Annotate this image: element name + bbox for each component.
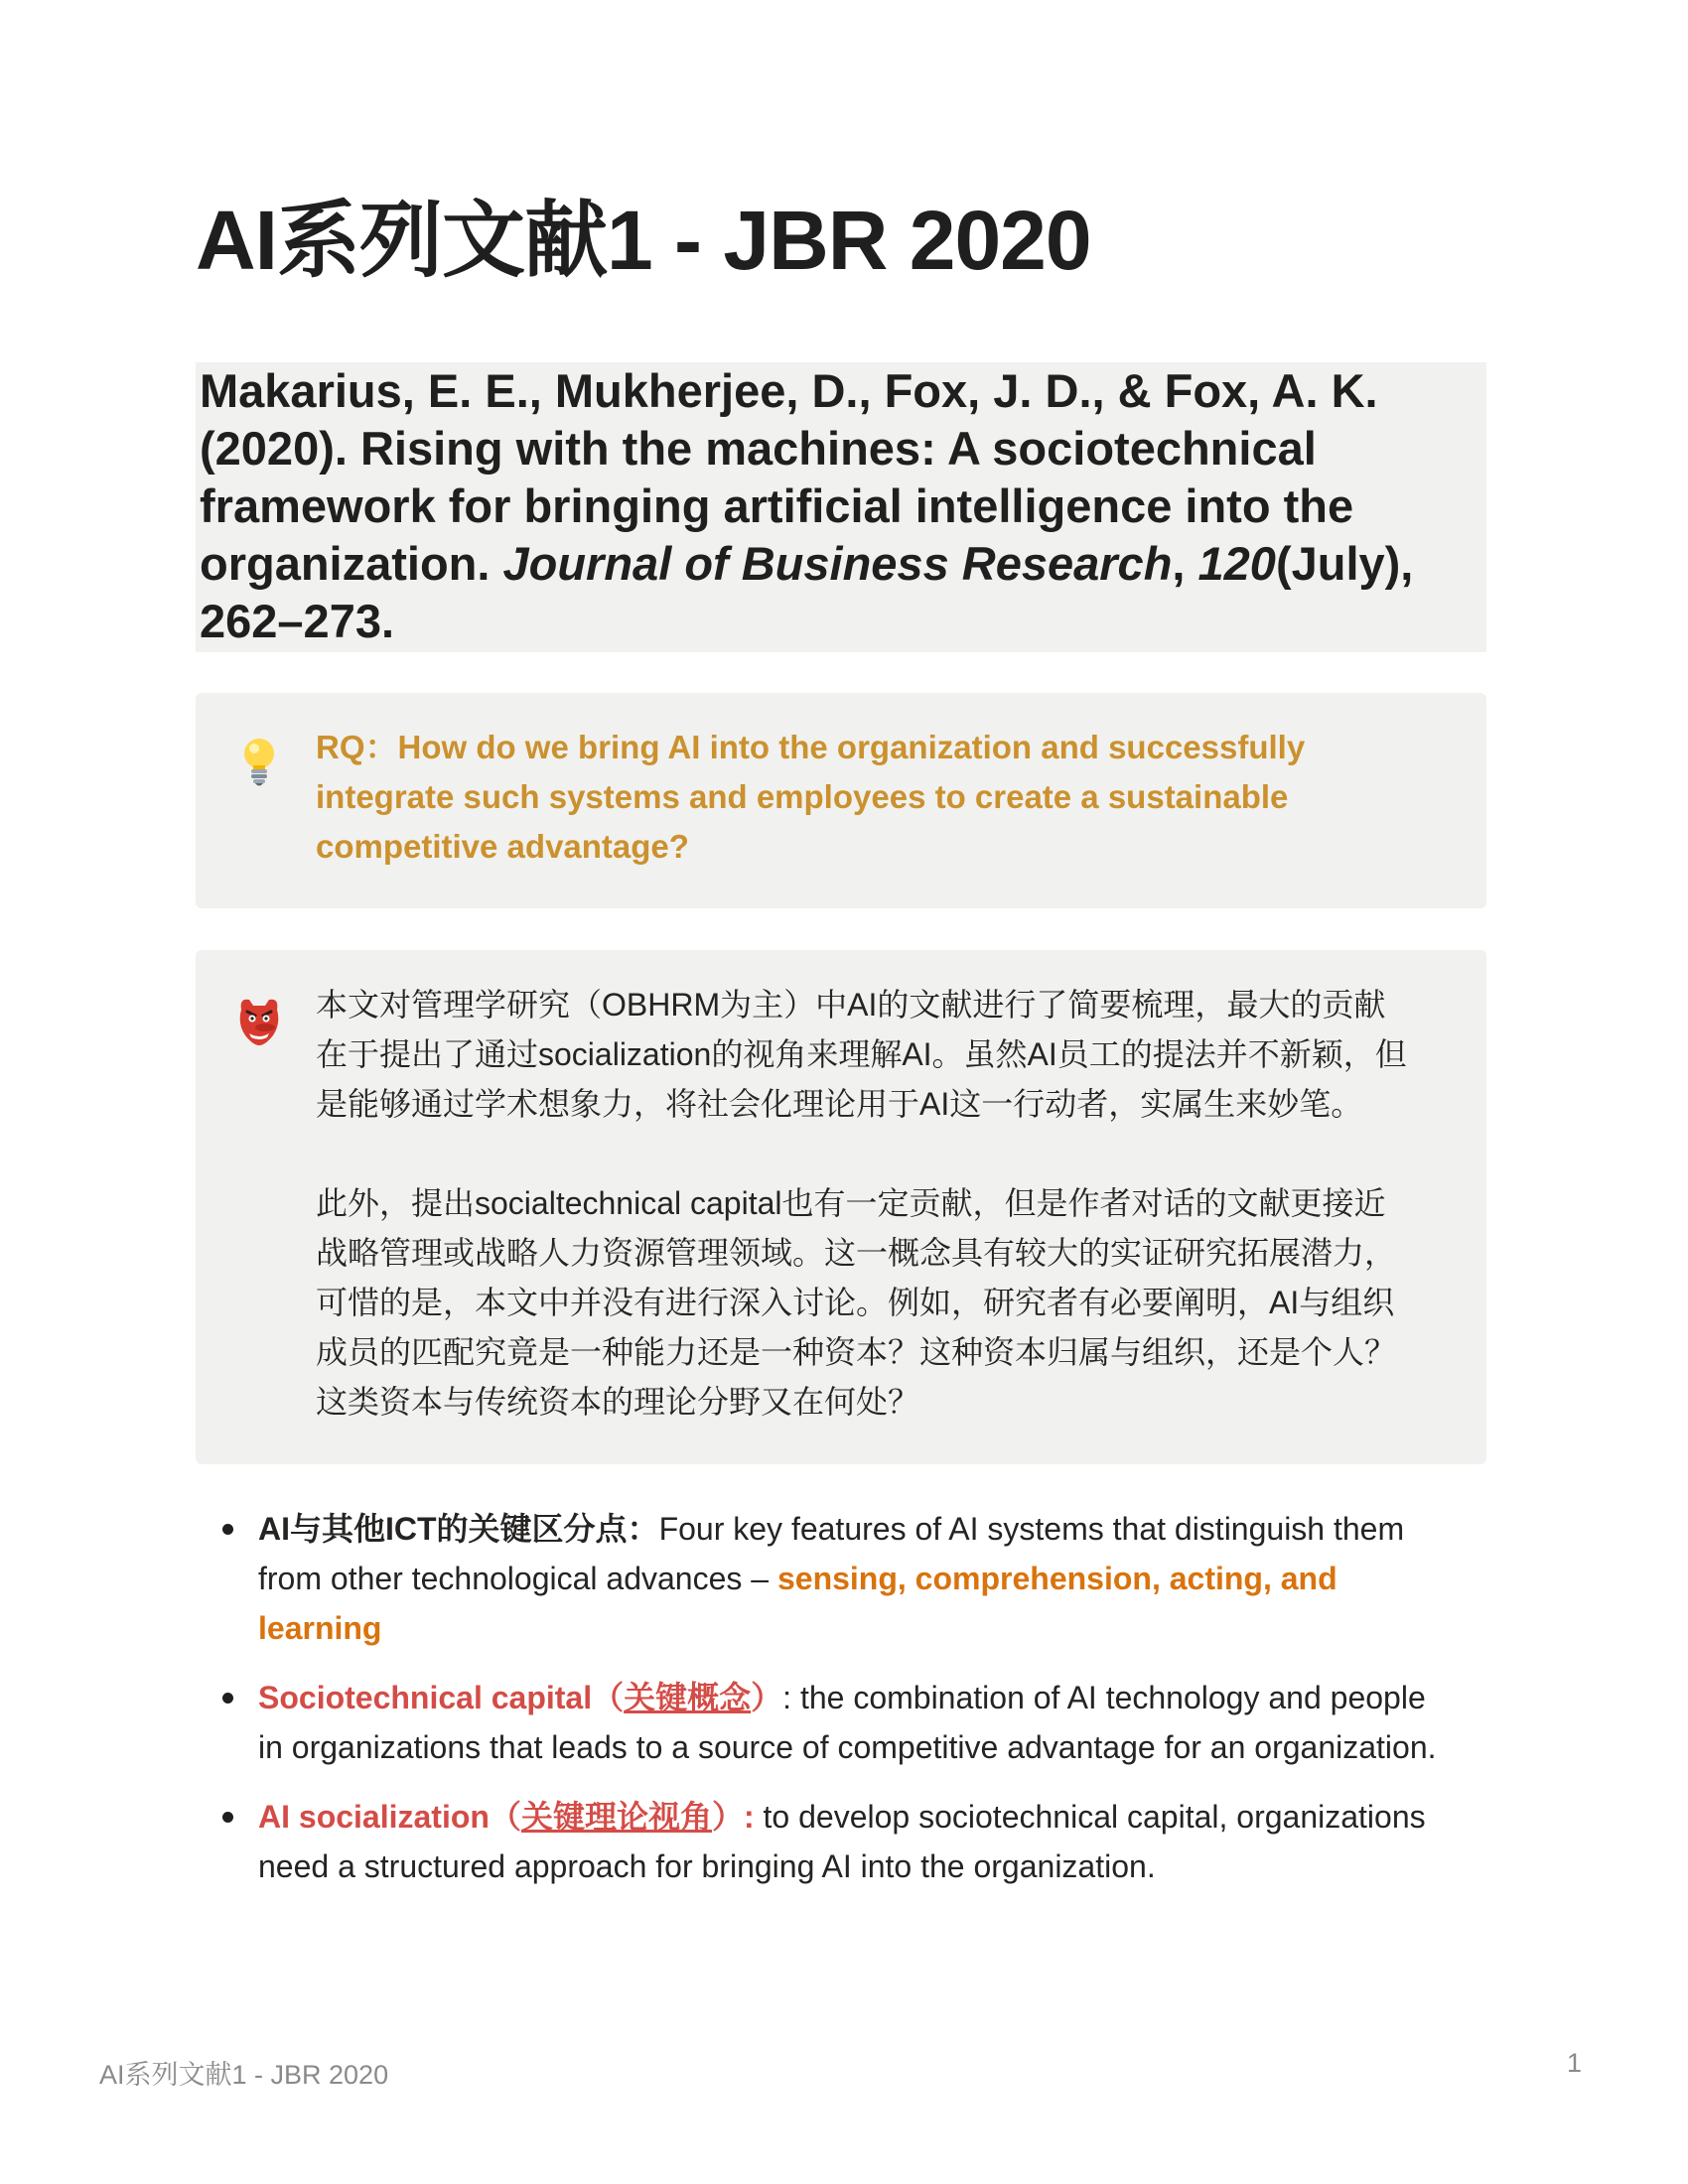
rq-line: RQ：How do we bring AI into the organization and successfully — [316, 729, 1306, 765]
bullet-line — [258, 1504, 1499, 1554]
citation-line: Makarius, E. E., Mukherjee, D., Fox, J. D., & Fox, A. K. — [200, 364, 1378, 417]
journal-name: Journal of Business Research — [502, 537, 1173, 590]
bullet-icon — [222, 1693, 233, 1704]
bullet-label: AI与其他ICT的关键区分点： — [258, 1511, 659, 1547]
rq-line: integrate such systems and employees to create a sustainable — [316, 778, 1289, 815]
bullet-highlight: sensing, comprehension, acting, and — [776, 1561, 1337, 1596]
citation-text: , — [1172, 537, 1198, 590]
note-paragraph — [316, 980, 1457, 1129]
note-callout — [196, 950, 1486, 1464]
bullet-line — [258, 1673, 1499, 1722]
lightbulb-icon — [235, 735, 283, 790]
rq-line: competitive advantage? — [316, 828, 689, 865]
bullet-text: in organizations that leads to a source of competitive advantage for an organization. — [258, 1729, 1437, 1765]
bullet-text: : the combination of AI technology and people — [782, 1680, 1426, 1715]
bullet-label-end: ） — [751, 1680, 783, 1715]
citation-text: organization. — [200, 537, 503, 590]
goblin-mask-icon — [235, 992, 283, 1047]
list-item — [209, 1504, 1499, 1653]
citation-pages: 262–273. — [200, 595, 395, 647]
citation-line — [200, 535, 1482, 593]
bullet-label: AI socialization（ — [258, 1799, 521, 1835]
bullet-label-end: ）: — [711, 1799, 755, 1835]
note-line: 战略管理或战略人力资源管理领域。这一概念具有较大的实证研究拓展潜力， — [316, 1235, 1397, 1271]
rq-text — [316, 723, 1457, 872]
note-text — [316, 980, 1457, 1427]
citation-line: framework for bringing artificial intelligence into the — [200, 479, 1354, 532]
bullet-icon — [222, 1812, 233, 1823]
bullet-line — [258, 1792, 1499, 1842]
bullet-label: Sociotechnical capital（ — [258, 1680, 625, 1715]
bullet-icon — [222, 1524, 233, 1535]
rq-callout — [196, 693, 1486, 908]
bullet-text: to develop sociotechnical capital, organizations — [754, 1799, 1426, 1835]
journal-issue: (July), — [1275, 537, 1414, 590]
footer-title: AI系列文献1 - JBR 2020 — [99, 2060, 389, 2090]
journal-volume: 120 — [1197, 537, 1276, 590]
note-line: 本文对管理学研究（OBHRM为主）中AI的文献进行了简要梳理，最大的贡献 — [316, 987, 1386, 1023]
bullet-label-underlined: 关键概念 — [624, 1680, 752, 1715]
list-item — [209, 1673, 1499, 1772]
note-line: 是能够通过学术想象力，将社会化理论用于AI这一行动者，实属生来妙笔。 — [316, 1086, 1363, 1122]
list-item — [209, 1792, 1499, 1891]
bullet-text: from other technological advances – — [258, 1561, 777, 1596]
citation-line: (2020). Rising with the machines: A sociotechnical — [200, 422, 1317, 475]
key-points-list — [209, 1504, 1499, 1911]
note-line: 成员的匹配究竟是一种能力还是一种资本？这种资本归属与组织，还是个人？ — [316, 1334, 1397, 1370]
citation-block — [196, 362, 1486, 652]
note-line: 此外，提出socialtechnical capital也有一定贡献，但是作者对话的文献更接近 — [316, 1185, 1386, 1221]
note-line: 在于提出了通过socialization的视角来理解AI。虽然AI员工的提法并不新颖，但 — [316, 1036, 1407, 1072]
bullet-text: need a structured approach for bringing AI into the organization. — [258, 1848, 1156, 1884]
page-title: AI系列文献1 - JBR 2020 — [196, 194, 1091, 287]
note-line: 可惜的是，本文中并没有进行深入讨论。例如，研究者有必要阐明，AI与组织 — [316, 1285, 1395, 1320]
bullet-text: Four key features of AI systems that distinguish them — [658, 1511, 1405, 1547]
page-number: 1 — [1567, 2048, 1583, 2078]
bullet-highlight: learning — [258, 1610, 382, 1646]
note-paragraph — [316, 1178, 1457, 1427]
bullet-line — [258, 1554, 1499, 1603]
note-line: 这类资本与传统资本的理论分野又在何处？ — [316, 1384, 920, 1420]
bullet-label-underlined: 关键理论视角 — [520, 1799, 712, 1835]
